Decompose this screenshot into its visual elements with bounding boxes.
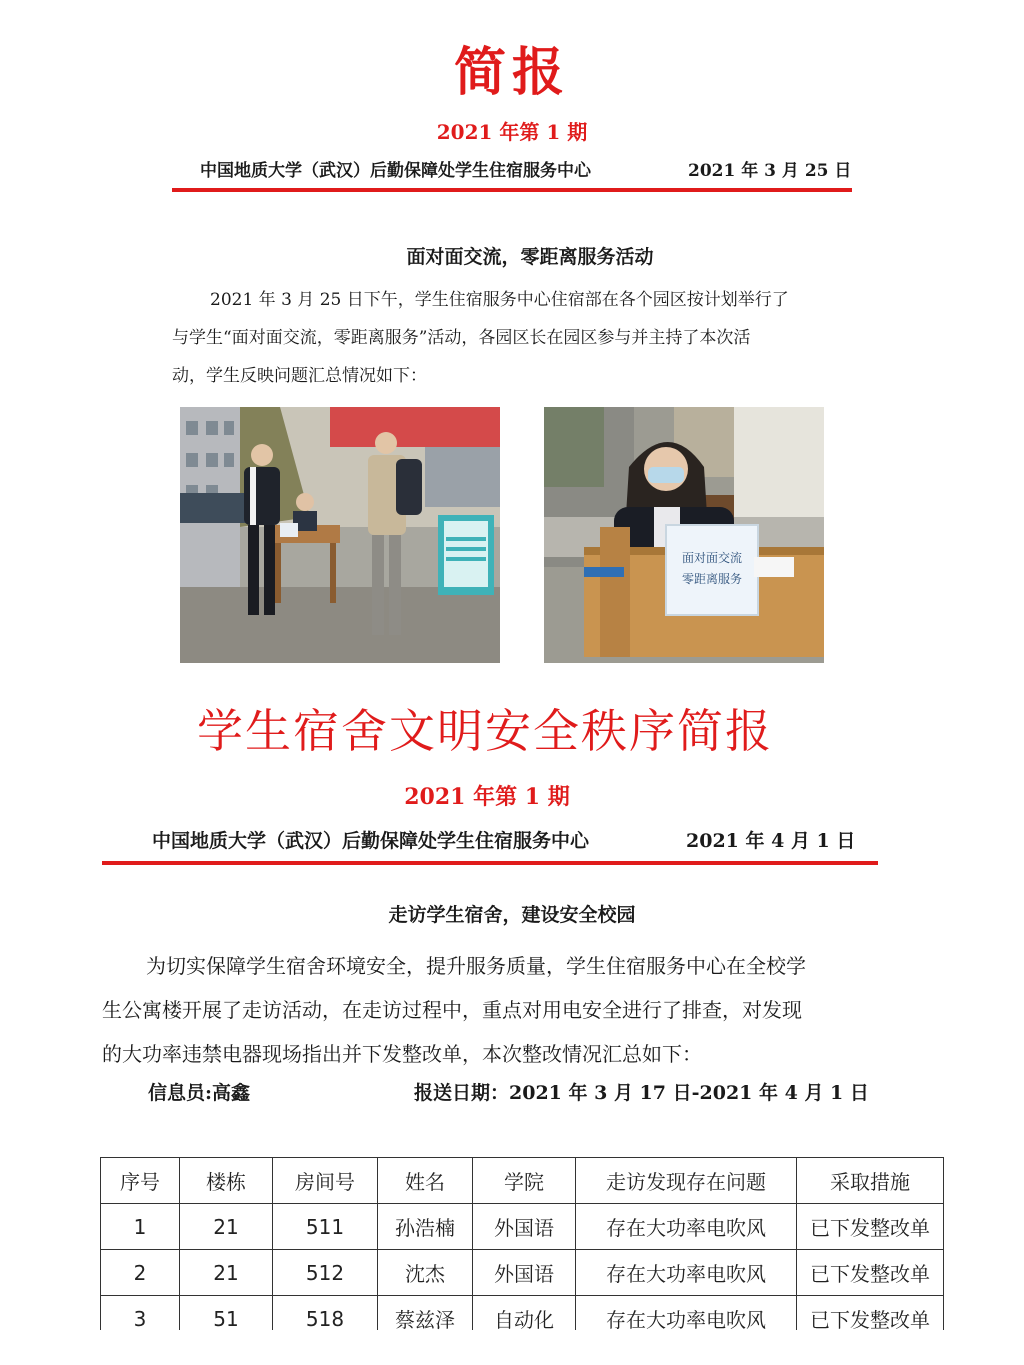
paragraph-line: 生公寓楼开展了走访活动，在走访过程中，重点对用电安全进行了排查，对发现 [102,998,802,1022]
column-header: 姓名 [378,1158,473,1204]
table-header-row [101,1158,944,1204]
column-header: 楼栋 [180,1158,273,1204]
paragraph-line: 与学生“面对面交流，零距离服务”活动，各园区长在园区参与并主持了本次活 [172,328,751,348]
bulletin-issue: 2021 年第 1 期 [404,784,570,810]
column-header: 学院 [473,1158,576,1204]
cell-index: 2 [101,1250,180,1296]
cell-action: 已下发整改单 [797,1204,944,1250]
bulletin-organization: 中国地质大学（武汉）后勤保障处学生住宿服务中心 [152,830,590,852]
column-header: 房间号 [273,1158,378,1204]
bulletin-date: 2021 年 3 月 25 日 [688,161,852,181]
article-headline: 面对面交流，零距离服务活动 [406,246,654,268]
cell-index: 1 [101,1204,180,1250]
cell-action: 已下发整改单 [797,1296,944,1331]
report-date: 报送日期：2021 年 3 月 17 日-2021 年 4 月 1 日 [414,1082,869,1104]
sign-text-line: 零距离服务 [681,572,743,586]
informant-label: 信息员:高鑫 [148,1082,251,1104]
cell-action: 已下发整改单 [797,1250,944,1296]
cell-college: 外国语 [473,1250,576,1296]
rectification-table [100,1157,944,1330]
table-row [101,1204,944,1250]
paragraph-line: 为切实保障学生宿舍环境安全，提升服务质量，学生住宿服务中心在全校学 [146,954,806,978]
paragraph-line: 2021 年 3 月 25 日下午，学生住宿服务中心住宿部在各个园区按计划举行了 [210,290,789,310]
cell-room: 511 [273,1204,378,1250]
bulletin-title: 简报 [453,42,570,103]
cell-building: 51 [180,1296,273,1331]
cell-index: 3 [101,1296,180,1331]
cell-building: 21 [180,1204,273,1250]
table-row [101,1250,944,1296]
cell-room: 512 [273,1250,378,1296]
column-header: 序号 [101,1158,180,1204]
cell-college: 自动化 [473,1296,576,1331]
bulletin-organization: 中国地质大学（武汉）后勤保障处学生住宿服务中心 [200,161,591,181]
cell-name: 孙浩楠 [378,1204,473,1250]
bulletin-title: 学生宿舍文明安全秩序简报 [197,704,773,758]
cell-name: 蔡兹泽 [378,1296,473,1331]
article-headline: 走访学生宿舍，建设安全校园 [388,904,636,926]
paragraph-line: 动，学生反映问题汇总情况如下： [172,366,427,386]
bulletin-issue: 2021 年第 1 期 [436,120,588,144]
cell-issue: 存在大功率电吹风 [576,1204,797,1250]
cell-building: 21 [180,1250,273,1296]
cell-college: 外国语 [473,1204,576,1250]
bulletin-date: 2021 年 4 月 1 日 [686,830,856,852]
cell-issue: 存在大功率电吹风 [576,1250,797,1296]
sign-text-line: 面对面交流 [681,551,743,565]
cell-room: 518 [273,1296,378,1331]
column-header: 采取措施 [797,1158,944,1204]
cell-issue: 存在大功率电吹风 [576,1296,797,1331]
paragraph-line: 的大功率违禁电器现场指出并下发整改单，本次整改情况汇总如下： [102,1042,702,1066]
table-row [101,1296,944,1331]
cell-name: 沈杰 [378,1250,473,1296]
column-header: 走访发现存在问题 [576,1158,797,1204]
